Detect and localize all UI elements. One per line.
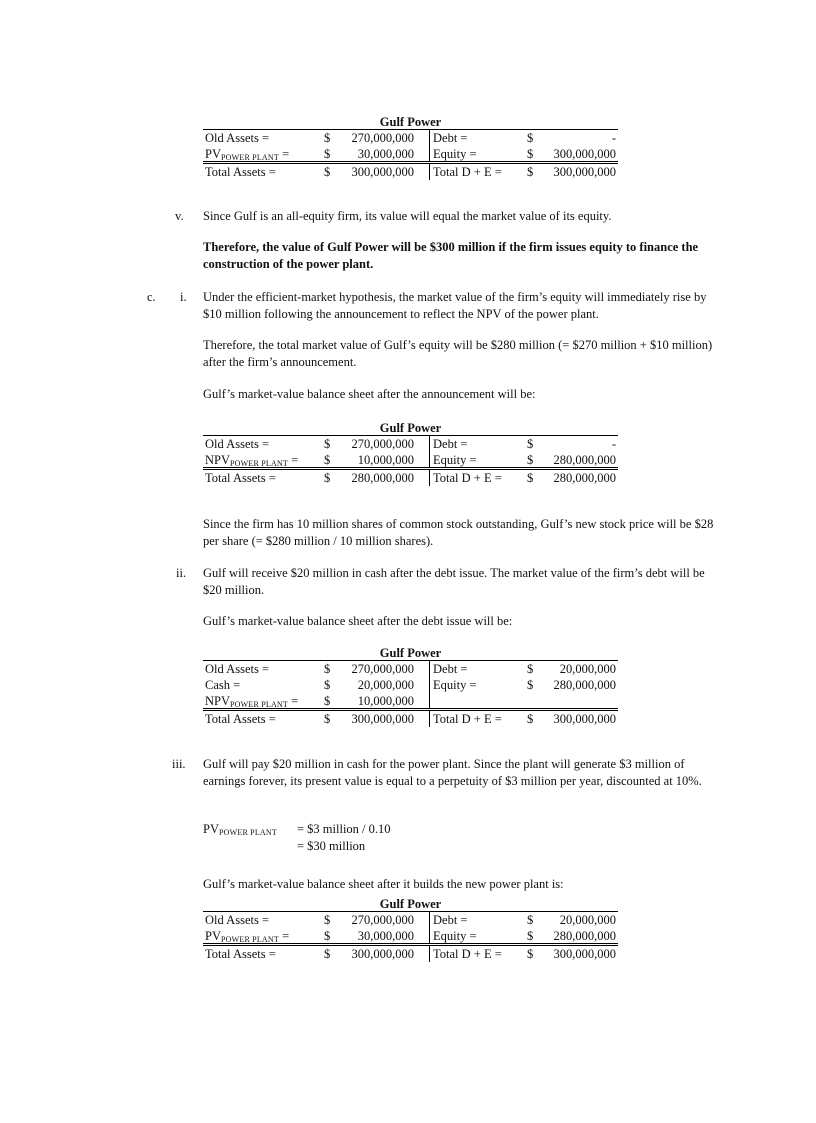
dollar-sign: $ — [324, 678, 331, 692]
row-label: Total Assets = — [205, 947, 276, 961]
row-label: NPVPOWER PLANT = — [205, 453, 299, 468]
row-label: Old Assets = — [205, 662, 270, 676]
table-row — [203, 452, 618, 470]
claim-label: Total D + E = — [433, 947, 502, 961]
item-marker-i: i. — [180, 290, 187, 304]
asset-amount: 30,000,000 — [357, 147, 414, 161]
dollar-sign: $ — [527, 712, 534, 726]
asset-amount: 10,000,000 — [357, 694, 414, 708]
asset-amount: 270,000,000 — [351, 662, 414, 676]
asset-amount: 270,000,000 — [351, 913, 414, 927]
row-label: Old Assets = — [205, 913, 270, 927]
dollar-sign: $ — [527, 453, 534, 467]
item-marker-iii: iii. — [172, 757, 186, 771]
claim-amount: 280,000,000 — [553, 929, 616, 943]
paragraph-ii-2: Gulf’s market-value balance sheet after the debt issue will be: — [203, 614, 513, 628]
dollar-sign: $ — [324, 471, 331, 485]
paragraph-ii-1: Gulf will receive $20 million in cash after the debt issue. The market value of the firm’s debt will be $20 million. — [203, 566, 705, 597]
table-row — [203, 130, 618, 146]
column-divider — [429, 928, 430, 943]
table-title: Gulf Power — [379, 421, 442, 435]
table-row — [203, 677, 618, 693]
asset-amount: 20,000,000 — [357, 678, 414, 692]
row-label: Old Assets = — [205, 437, 270, 451]
dollar-sign: $ — [324, 662, 331, 676]
balance-sheet-table-3 — [203, 646, 618, 727]
column-divider — [429, 146, 430, 161]
item-marker-v: v. — [175, 209, 184, 223]
paragraph-i-2: Therefore, the total market value of Gulf’s equity will be $280 million (= $270 million + $10 million) after the firm’s announcement. — [203, 338, 713, 369]
paragraph-v-conclusion: Therefore, the value of Gulf Power will be $300 million if the firm issues equity to finance the construction of the power plant. — [203, 240, 699, 271]
claim-amount: 280,000,000 — [553, 453, 616, 467]
column-divider — [429, 912, 430, 928]
column-divider — [429, 711, 430, 727]
claim-amount: 20,000,000 — [559, 662, 616, 676]
dollar-sign: $ — [324, 913, 331, 927]
paragraph-i-4: Since the firm has 10 million shares of common stock outstanding, Gulf’s new stock price will be $28 per share (= $280 million / 10 million shares). — [203, 517, 714, 548]
dollar-sign: $ — [324, 437, 331, 451]
row-label: NPVPOWER PLANT = — [205, 694, 299, 709]
claim-label: Debt = — [433, 131, 468, 145]
balance-sheet-table-4 — [203, 897, 618, 962]
dollar-sign: $ — [324, 165, 331, 179]
claim-amount: 280,000,000 — [553, 678, 616, 692]
dollar-sign: $ — [527, 131, 534, 145]
dollar-sign: $ — [324, 712, 331, 726]
table-row — [203, 470, 618, 486]
table-body — [203, 129, 618, 180]
balance-sheet-table-2 — [203, 421, 618, 486]
row-label: Old Assets = — [205, 131, 270, 145]
table-row — [203, 946, 618, 962]
paragraph-iii-2: Gulf’s market-value balance sheet after it builds the new power plant is: — [203, 877, 564, 891]
claim-amount: 300,000,000 — [553, 165, 616, 179]
dollar-sign: $ — [527, 913, 534, 927]
asset-amount: 280,000,000 — [351, 471, 414, 485]
claim-label: Equity = — [433, 678, 477, 692]
table-title: Gulf Power — [379, 646, 442, 660]
row-label: Total Assets = — [205, 165, 276, 179]
dollar-sign: $ — [527, 437, 534, 451]
table-body — [203, 435, 618, 486]
claim-amount: 300,000,000 — [553, 712, 616, 726]
row-label: PVPOWER PLANT = — [205, 929, 290, 944]
table-row — [203, 164, 618, 180]
column-divider — [429, 661, 430, 677]
claim-label: Debt = — [433, 913, 468, 927]
dollar-sign: $ — [527, 471, 534, 485]
pv-formula-step-2: = $30 million — [297, 839, 366, 853]
column-divider — [429, 470, 430, 486]
paragraph-i-1: Under the efficient-market hypothesis, the market value of the firm’s equity will immediately rise by $10 million following the announcement to reflect the NPV of the power plant. — [203, 290, 707, 321]
column-divider — [429, 693, 430, 708]
table-row — [203, 711, 618, 727]
table-row — [203, 928, 618, 946]
dollar-sign: $ — [324, 947, 331, 961]
claim-amount: 300,000,000 — [553, 947, 616, 961]
asset-amount: 300,000,000 — [351, 165, 414, 179]
table-row — [203, 661, 618, 677]
dollar-sign: $ — [527, 929, 534, 943]
claim-label: Equity = — [433, 929, 477, 943]
paragraph-v: Since Gulf is an all-equity firm, its value will equal the market value of its equity. — [203, 209, 612, 223]
pv-formula-step-1: = $3 million / 0.10 — [297, 822, 391, 836]
table-title: Gulf Power — [379, 897, 442, 911]
table-row — [203, 436, 618, 452]
column-divider — [429, 436, 430, 452]
row-label: Total Assets = — [205, 471, 276, 485]
row-label: PVPOWER PLANT = — [205, 147, 290, 162]
table-body — [203, 911, 618, 962]
claim-amount: 20,000,000 — [559, 913, 616, 927]
asset-amount: 300,000,000 — [351, 712, 414, 726]
claim-amount: - — [611, 131, 616, 145]
dollar-sign: $ — [324, 694, 331, 708]
column-divider — [429, 164, 430, 180]
dollar-sign: $ — [324, 929, 331, 943]
column-divider — [429, 677, 430, 693]
asset-amount: 270,000,000 — [351, 131, 414, 145]
claim-label: Debt = — [433, 662, 468, 676]
dollar-sign: $ — [527, 662, 534, 676]
paragraph-iii-1: Gulf will pay $20 million in cash for the power plant. Since the plant will generate $3 million of earnings forever, its present value is equal to a perpetuity of $3 million per year, discounted at 10%. — [203, 757, 702, 788]
column-divider — [429, 946, 430, 962]
dollar-sign: $ — [527, 678, 534, 692]
table-body — [203, 660, 618, 727]
claim-label: Debt = — [433, 437, 468, 451]
claim-label: Total D + E = — [433, 471, 502, 485]
claim-amount: 280,000,000 — [553, 471, 616, 485]
asset-amount: 10,000,000 — [357, 453, 414, 467]
asset-amount: 300,000,000 — [351, 947, 414, 961]
table-title: Gulf Power — [379, 115, 442, 129]
dollar-sign: $ — [527, 165, 534, 179]
dollar-sign: $ — [324, 147, 331, 161]
column-divider — [429, 130, 430, 146]
table-row — [203, 146, 618, 164]
claim-label: Total D + E = — [433, 712, 502, 726]
paragraph-i-3: Gulf’s market-value balance sheet after the announcement will be: — [203, 387, 536, 401]
table-row — [203, 693, 618, 711]
row-label: Cash = — [205, 678, 241, 692]
dollar-sign: $ — [324, 453, 331, 467]
pv-formula-lhs: PVPOWER PLANT — [203, 822, 277, 837]
claim-label: Total D + E = — [433, 165, 502, 179]
row-label: Total Assets = — [205, 712, 276, 726]
balance-sheet-table-1 — [203, 115, 618, 180]
asset-amount: 30,000,000 — [357, 929, 414, 943]
item-marker-ii: ii. — [176, 566, 187, 580]
claim-amount: - — [611, 437, 616, 451]
claim-label: Equity = — [433, 453, 477, 467]
claim-amount: 300,000,000 — [553, 147, 616, 161]
dollar-sign: $ — [527, 147, 534, 161]
dollar-sign: $ — [324, 131, 331, 145]
item-marker-c: c. — [147, 290, 156, 304]
claim-label: Equity = — [433, 147, 477, 161]
column-divider — [429, 452, 430, 467]
asset-amount: 270,000,000 — [351, 437, 414, 451]
dollar-sign: $ — [527, 947, 534, 961]
table-row — [203, 912, 618, 928]
